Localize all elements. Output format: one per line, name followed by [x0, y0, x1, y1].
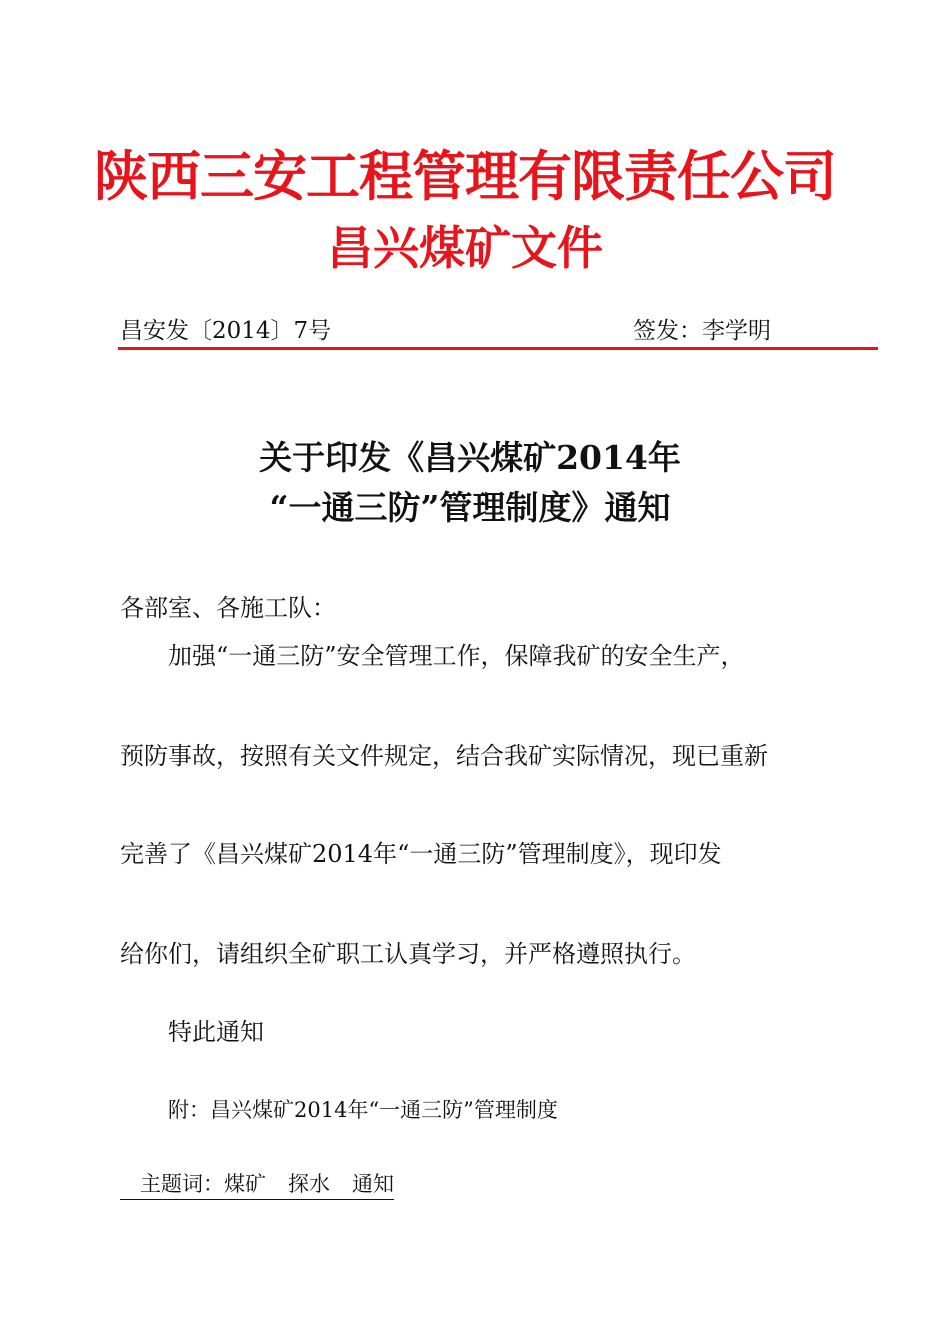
notice-heading-line-1: 关于印发《昌兴煤矿2014年 [259, 438, 681, 477]
subject-keywords [120, 1168, 394, 1200]
document-type-title: 昌兴煤矿文件 [327, 221, 603, 275]
body-line: 加强“一通三防”安全管理工作，保障我矿的安全生产， [168, 642, 745, 670]
red-divider-line [118, 347, 878, 350]
document-number: 昌安发〔2014〕7号 [120, 318, 332, 344]
keyword: 通知 [352, 1172, 394, 1196]
keyword: 煤矿 [224, 1172, 266, 1196]
notice-heading-line-2: “一通三防”管理制度》通知 [269, 488, 671, 527]
signer: 签发：李学明 [633, 318, 771, 344]
body-line: 给你们，请组织全矿职工认真学习，并严格遵照执行。 [120, 940, 696, 968]
keyword: 探水 [288, 1172, 330, 1196]
company-name-title: 陕西三安工程管理有限责任公司 [94, 145, 836, 208]
body-line: 预防事故，按照有关文件规定，结合我矿实际情况，现已重新 [120, 742, 768, 770]
keywords-label: 主题词： [140, 1172, 224, 1196]
attachment-note: 附：昌兴煤矿2014年“一通三防”管理制度 [168, 1098, 558, 1122]
closing-remark: 特此通知 [168, 1018, 264, 1046]
body-line: 完善了《昌兴煤矿2014年“一通三防”管理制度》，现印发 [120, 840, 722, 868]
recipients: 各部室、各施工队： [120, 594, 336, 622]
